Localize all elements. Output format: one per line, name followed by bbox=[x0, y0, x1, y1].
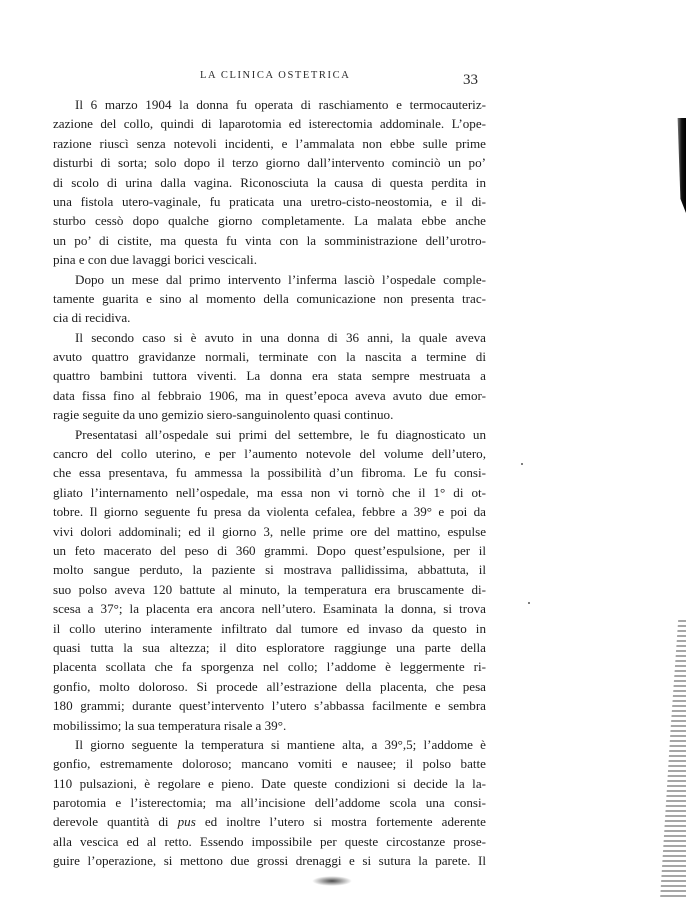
text-line: data fissa fino al febbraio 1906, ma in quest’epoca aveva avuto due emor- bbox=[53, 387, 486, 403]
text-line: gonfio, molto doloroso. Si procede all’estrazione della placenta, che pesa bbox=[53, 678, 486, 694]
text-line: placenta scollata che fa sporgenza nel collo; l’addome è leggermente ri- bbox=[53, 659, 486, 675]
text-line: zazione del collo, quindi di laparotomia ed isterectomia addominale. L’ope- bbox=[53, 116, 486, 132]
text-line: tobre. Il giorno seguente fu presa da violenta cefalea, febbre a 39° e poi da bbox=[53, 504, 486, 520]
text-line: disturbi di sorta; solo dopo il terzo giorno dall’intervento cominciò un po’ bbox=[53, 155, 486, 171]
text-line: una fistola utero-vaginale, fu praticata una uretro-cisto-neostomia, e il di- bbox=[53, 193, 486, 209]
scan-speck bbox=[521, 463, 523, 465]
text-line: scesa a 37°; la placenta era ancora nell’utero. Esaminata la donna, si trova bbox=[53, 601, 486, 617]
text-line: cancro del collo uterino, e per l’aumento notevole del volume dell’utero, bbox=[53, 446, 486, 462]
text-line: ragie seguite da uno gemizio siero-sanguinolento quasi continuo. bbox=[53, 407, 394, 423]
italic-word: pus bbox=[177, 814, 196, 830]
text-line: Dopo un mese dal primo intervento l’inferma lasciò l’ospedale comple- bbox=[75, 271, 486, 287]
text-line: Il 6 marzo 1904 la donna fu operata di raschiamento e termocauteriz- bbox=[75, 97, 486, 112]
scan-smudge bbox=[312, 876, 352, 886]
running-title: LA CLINICA OSTETRICA bbox=[200, 70, 351, 81]
text-line: Il secondo caso si è avuto in una donna di 36 anni, la quale aveva bbox=[75, 329, 486, 345]
scan-edge-artifact bbox=[672, 118, 686, 213]
text-line: gonfio, estremamente doloroso; mancano vomiti e nausee; il polso batte bbox=[53, 756, 486, 772]
text-line: 180 grammi; durante quest’intervento l’utero s’abbassa facilmente e sembra bbox=[53, 698, 486, 714]
text-line: mobilissimo; la sua temperatura risale a 39°. bbox=[53, 717, 287, 733]
text-line: un feto macerato del peso di 360 grammi. Dopo quest’espulsione, per il bbox=[53, 542, 486, 558]
text-line: gliato l’internamento nell’ospedale, ma essa non vi tornò che il 1° di ot- bbox=[53, 484, 486, 500]
text-line: Il giorno seguente la temperatura si mantiene alta, a 39°,5; l’addome è bbox=[75, 736, 486, 752]
text-line: alla vescica ed al retto. Essendo impossibile per queste circostanze prose- bbox=[53, 833, 486, 849]
text-line: il collo uterino interamente infiltrato dal tumore ed invaso da questo in bbox=[53, 620, 486, 636]
body-text bbox=[53, 95, 486, 871]
text-line: molto sangue perduto, la paziente si mostrava pallidissima, abbattuta, il bbox=[53, 562, 486, 578]
text-line: quasi tutta la sua altezza; il dito esploratore raggiunge una parte della bbox=[53, 639, 486, 655]
text-line: sturbo cessò dopo qualche giorno completamente. La malata ebbe anche bbox=[53, 213, 486, 229]
text-line: cia di recidiva. bbox=[53, 310, 131, 326]
text-line: che essa presentava, fu ammessa la possibilità d’un fibroma. Le fu consi- bbox=[53, 465, 486, 481]
text-line: razione riuscì senza notevoli incidenti, e l’ammalata non ebbe sulle prime bbox=[53, 135, 486, 151]
text-line: vivi dolori addominali; ed il giorno 3, nelle prime ore del mattino, espulse bbox=[53, 523, 486, 539]
text-line: di scolo di urina dalla vagina. Riconosciuta la causa di questa perdita in bbox=[53, 174, 486, 190]
scan-edge-artifact bbox=[660, 620, 686, 900]
text-line: Presentatasi all’ospedale sui primi del settembre, le fu diagnosticato un bbox=[75, 426, 486, 442]
text-line: suo polso aveva 120 battute al minuto, la temperatura era bruscamente di- bbox=[53, 581, 486, 597]
text-line: 110 pulsazioni, è regolare e pieno. Date queste condizioni si decide la la- bbox=[53, 775, 486, 791]
text-line: tamente guarita e sino al momento della comunicazione non presenta trac- bbox=[53, 290, 486, 306]
text-line: parotomia e l’isterectomia; ma all’incisione dell’addome scola una consi- bbox=[53, 795, 486, 811]
scan-speck bbox=[528, 602, 530, 604]
text-line: pina e con due lavaggi borici vescicali. bbox=[53, 252, 257, 268]
text-line: quattro bambini tuttora viventi. La donna era stata sempre mestruata a bbox=[53, 368, 486, 384]
page-number: 33 bbox=[463, 72, 478, 88]
text-line: avuto quattro gravidanze normali, terminate con la nascita a termine di bbox=[53, 349, 486, 365]
text-line: un po’ di cistite, ma questa fu vinta con la somministrazione dell’urotro- bbox=[53, 232, 486, 248]
text-line: guire l’operazione, si mettono due grossi drenaggi e si sutura la parete. Il bbox=[53, 853, 486, 869]
text-line: derevole quantità di pus ed inoltre l’utero si mostra fortemente aderente bbox=[53, 814, 486, 830]
